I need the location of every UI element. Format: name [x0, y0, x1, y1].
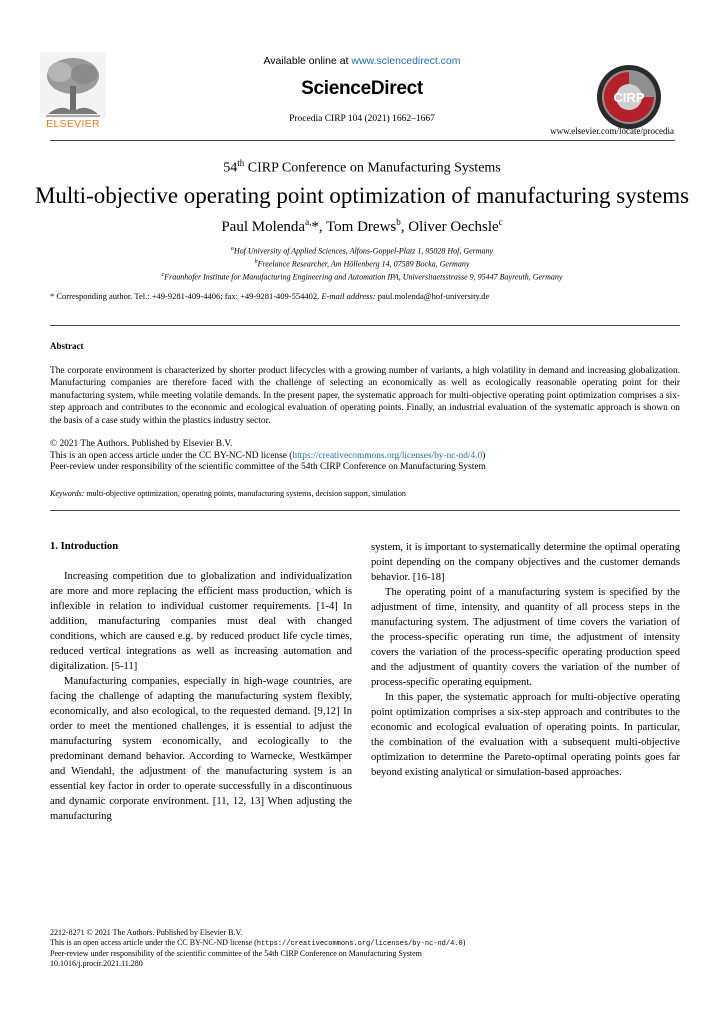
abstract-top-rule: [50, 325, 680, 326]
corresponding-contact: * Corresponding author. Tel.: +49-9281-409-4406; fax: +49-9281-409-554402.: [50, 291, 322, 301]
copyright-line: © 2021 The Authors. Published by Elsevier B.V.: [50, 439, 233, 449]
author-name: Paul Molenda: [221, 219, 306, 235]
email-label: E-mail address:: [321, 291, 376, 301]
footer-license-prefix: This is an open access article under the CC BY-NC-ND license (: [50, 938, 257, 947]
corresponding-mark: *: [311, 219, 319, 235]
cirp-logo-text: CIRP: [613, 90, 645, 105]
author-separator: ,: [318, 219, 327, 235]
sciencedirect-link[interactable]: www.sciencedirect.com: [351, 55, 461, 67]
affiliation-a: [0, 246, 724, 256]
available-prefix: Available online at: [263, 55, 352, 67]
intro-paragraph: Manufacturing companies, especially in high-wage countries, are facing the challenge of adapting the manufacturing system flexibly, economically, and also ecological, to the requested demand. [9,12] In order to meet the mentioned challenges, it is essential to adjust the manufacturing system economically, and ecologically to the predominant demand behavior. According to Warnecke, Westkämper and Wiendahl, the adjustment of the manufacturing system is an essential key factor in order to operate successfully in a discontinuous and dynamic corporate environment. [11, 12, 13] When adjusting the manufacturing: [50, 676, 352, 822]
footer-doi[interactable]: 10.1016/j.procir.2021.11.280: [50, 959, 143, 968]
conference-rest: CIRP Conference on Manufacturing Systems: [244, 160, 501, 176]
footer-license-suffix: ): [462, 938, 466, 947]
author-affil-mark: a,: [305, 217, 312, 227]
conference-name: [0, 158, 724, 177]
procedia-locate-link[interactable]: www.elsevier.com/locate/procedia: [550, 126, 674, 136]
keywords-text: multi-objective optimization, operating points, manufacturing systems, decision support, simulation: [84, 489, 406, 498]
available-online-line: [200, 55, 524, 67]
affiliation-text: Fraunhofer Institute for Manufacturing Engineering and Automation IPA, Universitaetsstrasse 9, 95447 Bayreuth, Germany: [164, 272, 563, 282]
footer-issn: 2212-8271 © 2021 The Authors. Published by Elsevier B.V.: [50, 928, 243, 937]
affiliation-mark: a: [230, 246, 234, 252]
intro-paragraph: The operating point of a manufacturing system is specified by the adjustment of time, intensity, and quantity of all process steps in the manufacturing system. The adjustment of time covers the variation of the process-specific operating run time, the adjustment of intensity covers the variation of the process-specific operating production speed and the adjustment of quantity covers the variation of the number of process-specific operating equipment.: [371, 587, 680, 688]
intro-paragraph: system, it is important to systematically determine the optimal operating point depending on the company objectives and the customer demands behavior. [16-18]: [371, 542, 680, 583]
author-list: [0, 217, 724, 236]
peer-review-line: Peer-review under responsibility of the scientific committee of the 54th CIRP Conference on Manufacturing System: [50, 462, 486, 473]
author-affil-mark: b: [396, 217, 401, 227]
copyright-block: [50, 439, 690, 474]
intro-paragraph: In this paper, the systematic approach for multi-objective operating point optimization comprises a six-step approach and contributes to the economic and ecological evaluation of operating points. In particular, the combination of the evaluation with a subsequent multi-objective optimization to determine the Pareto-optimal operating points goes far beyond existing analytical or simulation-based approaches.: [371, 692, 680, 778]
license-prefix: This is an open access article under the CC BY-NC-ND license (: [50, 450, 293, 461]
conference-ordinal: th: [237, 158, 245, 168]
header-rule: [50, 140, 675, 141]
cirp-logo: [596, 64, 662, 130]
author-affil-mark: c: [498, 217, 503, 227]
journal-citation: Procedia CIRP 104 (2021) 1662–1667: [289, 114, 435, 124]
corresponding-author-note: [50, 291, 690, 301]
license-suffix: ): [482, 450, 486, 461]
paper-title: Multi-objective operating point optimization of manufacturing systems: [34, 183, 690, 208]
footer-license-link[interactable]: https://creativecommons.org/licenses/by-nc-nd/4.0: [256, 940, 463, 948]
conference-number: 54: [223, 160, 238, 176]
keywords: [50, 489, 690, 498]
author-name: Oliver Oechsle: [408, 219, 499, 235]
right-column: [371, 540, 680, 780]
abstract-bottom-rule: [50, 510, 680, 511]
corresponding-email[interactable]: paul.molenda@hof-university.de: [375, 291, 490, 301]
affiliation-c: [0, 272, 724, 282]
license-line: [50, 451, 690, 463]
affiliation-text: Freelance Researcher, Am Höllenberg 14, 07589 Bocka, Germany: [257, 259, 470, 269]
license-link[interactable]: https://creativecommons.org/licenses/by-nc-nd/4.0: [292, 450, 483, 461]
left-column: [50, 569, 352, 824]
abstract-heading: Abstract: [50, 341, 84, 351]
intro-paragraph: Increasing competition due to globalization and individualization are more and more replacing the efficient mass production, which is inflexible in relation to individual customer requirements. [1-4] In addition, manufacturing companies must deal with changed conditions, which are caused e.g. by reduced product life cycle times, reduced vertical integrations as well as increasing automation and digitalization. [5-11]: [50, 571, 352, 672]
footer-peer-review: Peer-review under responsibility of the scientific committee of the 54th CIRP Conference on Manufacturing System: [50, 949, 422, 958]
affiliation-mark: b: [254, 259, 258, 265]
affiliation-b: [0, 259, 724, 269]
affiliation-mark: c: [161, 272, 165, 278]
keywords-label: Keywords:: [50, 489, 85, 498]
abstract-text: The corporate environment is characterized by shorter product lifecycles with a growing number of variants, a high volatility in demand and increasing globalization. Manufacturing companies are therefore faced with the challenge of selecting an economically as well as ecologically reasonable operating point for their manufacturing system, while meeting volatile demands. In the present paper, the systematic approach for multi-objective operating point optimization comprises a six-step approach and contributes to the economic and ecological evaluation of operating points. Finally, an industrial evaluation of the systematic approach is shown on the basis of a case study within the plastics industry sector.: [50, 366, 680, 426]
sciencedirect-brand: ScienceDirect: [301, 78, 423, 99]
footer-license: [50, 938, 690, 949]
page-footer: [50, 928, 690, 969]
section-heading-introduction: 1. Introduction: [50, 541, 119, 552]
affiliation-text: Hof University of Applied Sciences, Alfons-Goppel-Platz 1, 95028 Hof, Germany: [233, 246, 494, 256]
elsevier-wordmark: ELSEVIER: [46, 118, 100, 130]
author-name: Tom Drews: [326, 219, 397, 235]
author-separator: ,: [400, 219, 409, 235]
